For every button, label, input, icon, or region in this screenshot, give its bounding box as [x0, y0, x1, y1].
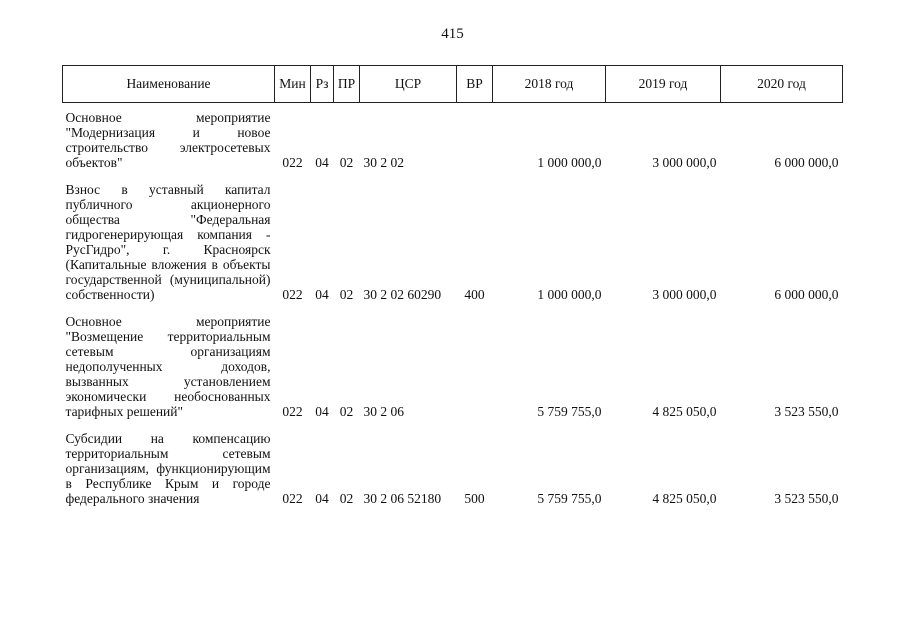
row-vr: 400 — [464, 287, 485, 302]
header-name: Наименование — [63, 66, 275, 103]
row-rz: 04 — [315, 404, 329, 419]
row-pr: 02 — [339, 287, 354, 302]
header-2018: 2018 год — [493, 66, 606, 103]
row-pr: 02 — [339, 491, 354, 506]
row-2018: 5 759 755,0 — [537, 491, 602, 506]
row-vr — [457, 307, 493, 424]
row-csr: 30 2 06 — [363, 404, 404, 419]
table-row — [63, 175, 843, 307]
row-2020: 6 000 000,0 — [774, 287, 839, 302]
row-name: Основное мероприятие "Возмещение территориальным сетевым организациям недополученных доходов, вызванных установлением экономически необоснованных тарифных решений" — [65, 314, 271, 419]
row-name: Субсидии на компенсацию территориальным сетевым организациям, функционирующим в Республике Крым и городе федерального значения — [65, 431, 271, 506]
row-name: Основное мероприятие "Модернизация и новое строительство электросетевых объектов" — [65, 110, 271, 170]
row-2020: 6 000 000,0 — [774, 155, 839, 170]
row-rz: 04 — [315, 287, 329, 302]
table-row — [63, 103, 843, 176]
row-pr: 02 — [339, 155, 354, 170]
page-number: 415 — [441, 26, 464, 42]
table-row — [63, 424, 843, 511]
row-min: 022 — [282, 404, 303, 419]
row-csr: 30 2 06 52180 — [363, 491, 442, 506]
row-2020: 3 523 550,0 — [774, 404, 839, 419]
header-pr: ПР — [334, 66, 360, 103]
row-2020: 3 523 550,0 — [774, 491, 839, 506]
header-csr: ЦСР — [360, 66, 457, 103]
table-row — [63, 307, 843, 424]
header-rz: Рз — [311, 66, 334, 103]
header-min: Мин — [275, 66, 311, 103]
row-min: 022 — [282, 155, 303, 170]
row-rz: 04 — [315, 491, 329, 506]
header-2019: 2019 год — [606, 66, 721, 103]
table-body — [63, 103, 843, 512]
row-pr: 02 — [339, 404, 354, 419]
row-csr: 30 2 02 60290 — [363, 287, 442, 302]
row-2018: 1 000 000,0 — [537, 287, 602, 302]
row-min: 022 — [282, 491, 303, 506]
row-vr — [457, 103, 493, 176]
table-header — [63, 66, 843, 103]
header-vr: ВР — [457, 66, 493, 103]
row-rz: 04 — [315, 155, 329, 170]
row-2018: 1 000 000,0 — [537, 155, 602, 170]
budget-table — [62, 65, 843, 511]
row-min: 022 — [282, 287, 303, 302]
row-name: Взнос в уставный капитал публичного акционерного общества "Федеральная гидрогенерирующая компания - РусГидро", г. Красноярск (Капитальные вложения в объекты государственной (муниципальной) собственности) — [65, 182, 271, 302]
row-csr: 30 2 02 — [363, 155, 404, 170]
row-2019: 3 000 000,0 — [652, 155, 717, 170]
row-2019: 3 000 000,0 — [652, 287, 717, 302]
row-2018: 5 759 755,0 — [537, 404, 602, 419]
row-2019: 4 825 050,0 — [652, 404, 717, 419]
row-2019: 4 825 050,0 — [652, 491, 717, 506]
row-vr: 500 — [464, 491, 485, 506]
header-2020: 2020 год — [721, 66, 843, 103]
